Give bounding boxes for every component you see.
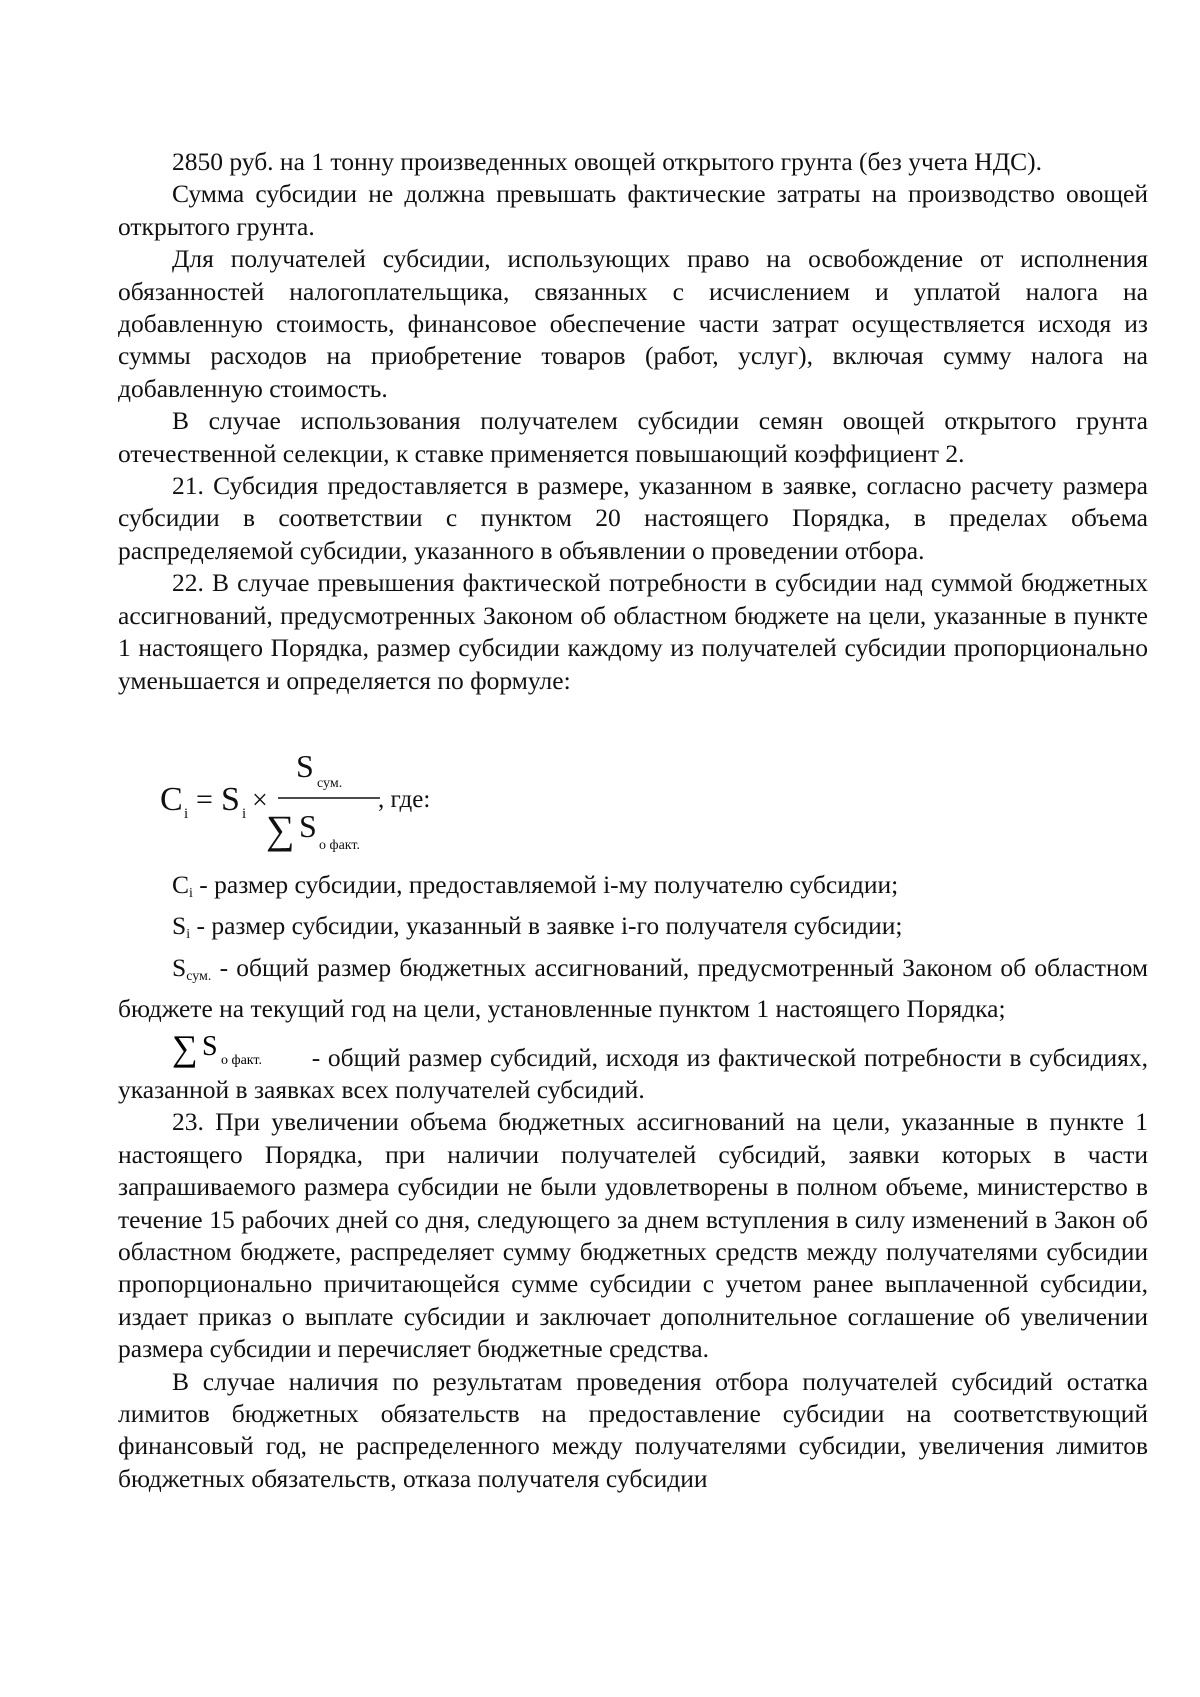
document-page xyxy=(118,146,1148,1495)
paragraph-vat-exemption: Для получателей субсидии, использующих право на освобождение от исполнения обязанностей налогоплательщика, связанных с исчислением и уплатой налога на добавленную стоимость, финансовое обеспечение части затрат осуществляется исходя из суммы расходов на приобретение товаров (работ, услуг), включая сумму налога на добавленную стоимость. xyxy=(118,244,1148,403)
formula-numerator-sub: сум. xyxy=(317,775,343,791)
subsidy-formula xyxy=(118,697,1148,869)
paragraph-item-21: 21. Субсидия предоставляется в размере, указанном в заявке, согласно расчету размера субсидии в соответствии с пунктом 20 настоящего Порядка, в пределах объема распределяемой субсидии, указанного в объявлении о проведении отбора. xyxy=(118,471,1148,565)
paragraph-domestic-seeds: В случае использования получателем субсидии семян овощей открытого грунта отечественной селекции, к ставке применяется повышающий коэффициент 2. xyxy=(118,406,1148,468)
paragraph-remaining-limits: В случае наличия по результатам проведения отбора получателей субсидий остатка лимитов бюджетных обязательств на предоставление субсидии на соответствующий финансовый год, не распределенного между получателями субсидии, увеличения лимитов бюджетных обязательств, отказа получателя субсидии xyxy=(118,1366,1148,1493)
paragraph-rate: 2850 руб. на 1 тонну произведенных овощей открытого грунта (без учета НДС). xyxy=(172,147,1042,176)
si-sub: i xyxy=(186,927,191,943)
ssum-symbol: S xyxy=(172,952,187,982)
sfact-glyph xyxy=(172,1027,304,1070)
formula-numerator: S xyxy=(296,747,314,784)
formula-s: S xyxy=(221,780,240,818)
sfact-sub: о факт. xyxy=(221,1052,262,1068)
formula-sigma: ∑ xyxy=(266,806,295,852)
sfact-sigma: ∑ xyxy=(172,1027,198,1068)
definition-ci xyxy=(118,869,1148,910)
formula-lhs-sub: i xyxy=(184,805,189,822)
paragraph-cost-limit: Сумма субсидии не должна превышать фактические затраты на производство овощей открытого грунта. xyxy=(118,179,1148,241)
ci-sub: i xyxy=(189,885,193,901)
sfact-symbol-graphic xyxy=(172,1024,304,1070)
formula-s-sub: i xyxy=(242,805,247,822)
formula-times: × xyxy=(252,784,268,816)
definition-ssum xyxy=(118,952,1148,1026)
ssum-sub: сум. xyxy=(186,968,212,984)
formula-denominator: S xyxy=(299,807,317,844)
ci-symbol: C xyxy=(172,869,190,899)
definition-sfact xyxy=(118,1027,1148,1107)
definition-si xyxy=(118,910,1148,951)
ssum-text: - общий размер бюджетных ассигнований, предусмотренный Законом об областном бюджете на текущий год на цели, установленные пунктом 1 настоящего Порядка; xyxy=(118,952,1148,1024)
sfact-text: - общий размер субсидий, исходя из фактической потребности в субсидиях, указанной в заявках всех получателей субсидий. xyxy=(118,1042,1148,1104)
formula-denominator-sub: о факт. xyxy=(319,837,360,853)
si-text: - размер субсидии, указанный в заявке i-го получателя субсидии; xyxy=(190,911,903,941)
sfact-symbol: S xyxy=(202,1030,218,1062)
formula-graphic xyxy=(118,697,538,869)
ci-text: - размер субсидии, предоставляемой i-му получателю субсидии; xyxy=(192,869,899,899)
formula-equals: = xyxy=(196,782,213,816)
paragraph-item-22: 22. В случае превышения фактической потребности в субсидии над суммой бюджетных ассигнований, предусмотренных Законом об областном бюджете на цели, указанные в пункте 1 настоящего Порядка, размер субсидии каждому из получателей субсидии пропорционально уменьшается и определяется по формуле: xyxy=(118,568,1148,695)
formula-tail: , где: xyxy=(378,785,431,813)
si-symbol: S xyxy=(172,911,187,941)
formula-lhs: C xyxy=(160,780,183,818)
paragraph-item-23: 23. При увеличении объема бюджетных ассигнований на цели, указанные в пункте 1 настоящего Порядка, при наличии получателей субсидий, заявки которых в части запрашиваемого размера субсидии не были удовлетворены в полном объеме, министерство в течение 15 рабочих дней со дня, следующего за днем вступления в силу изменений в Закон об областном бюджете, распределяет сумму бюджетных средств между получателями субсидии пропорционально причитающейся сумме субсидии с учетом ранее выплаченной субсидии, издает приказ о выплате субсидии и заключает дополнительное соглашение об увеличении размера субсидии и перечисляет бюджетные средства. xyxy=(118,1107,1148,1364)
